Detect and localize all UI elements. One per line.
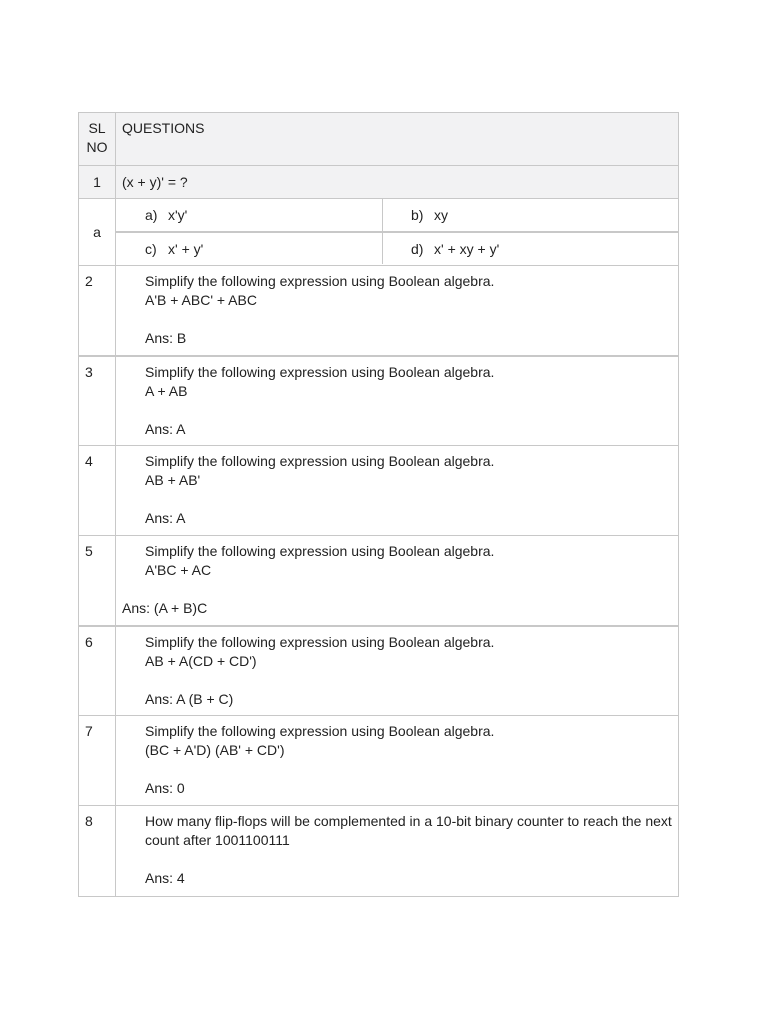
question-body <box>116 627 500 715</box>
question-text: Simplify the following expression using Boolean algebra. <box>145 723 495 739</box>
question-row-6 <box>79 625 678 715</box>
answer-text: Ans: (A + B)C <box>122 600 208 616</box>
question-row-4 <box>79 445 678 535</box>
question-body <box>116 446 500 535</box>
question-row-1 <box>79 165 678 198</box>
question-number: 4 <box>79 446 116 535</box>
option-label: b) <box>411 207 424 223</box>
question-body <box>116 357 500 445</box>
question-number: 6 <box>79 627 116 715</box>
question-text: Simplify the following expression using Boolean algebra. <box>145 453 495 469</box>
question-row-5 <box>79 535 678 625</box>
question-row-3 <box>79 355 678 445</box>
option-b <box>382 199 678 231</box>
question-text: (x + y)' = ? <box>122 174 188 190</box>
expression: AB + AB' <box>145 472 201 488</box>
expression: A + AB <box>145 383 188 399</box>
answer-text: Ans: 4 <box>145 870 185 886</box>
option-label: d) <box>411 241 424 257</box>
question-number: 2 <box>79 266 116 355</box>
question-number: 7 <box>79 716 116 805</box>
expression: AB + A(CD + CD') <box>145 653 257 669</box>
question-text: Simplify the following expression using Boolean algebra. <box>145 273 495 289</box>
question-body <box>116 266 500 355</box>
answer-text: Ans: A (B + C) <box>145 691 234 707</box>
answer-text: Ans: 0 <box>145 780 185 796</box>
question-number: 5 <box>79 536 116 625</box>
option-a <box>116 199 382 231</box>
option-label: a) <box>145 207 158 223</box>
question-body <box>116 716 500 805</box>
question-text: Simplify the following expression using Boolean algebra. <box>145 543 495 559</box>
question-text: How many flip-flops will be complemented in a 10-bit binary counter to reach the next count after 1001100111 <box>145 813 672 848</box>
answer-label: a <box>79 199 116 265</box>
question-body <box>116 536 500 625</box>
option-text: x' + y' <box>168 241 204 257</box>
option-text: xy <box>434 207 448 223</box>
answer-text: Ans: A <box>145 510 186 526</box>
questions-header: QUESTIONS <box>122 120 205 136</box>
options-grid <box>116 199 678 265</box>
question-number: 1 <box>79 166 116 198</box>
question-text: Simplify the following expression using Boolean algebra. <box>145 364 495 380</box>
question-number: 3 <box>79 357 116 445</box>
question-body <box>116 806 678 896</box>
expression: (BC + A'D) (AB' + CD') <box>145 742 285 758</box>
answer-text: Ans: B <box>145 330 187 346</box>
question-text: Simplify the following expression using Boolean algebra. <box>145 634 495 650</box>
questions-table <box>78 112 679 897</box>
question-number: 8 <box>79 806 116 896</box>
option-text: x'y' <box>168 207 188 223</box>
expression: A'B + ABC' + ABC <box>145 292 257 308</box>
question-row-8 <box>79 805 678 896</box>
option-label: c) <box>145 241 157 257</box>
option-text: x' + xy + y' <box>434 241 500 257</box>
sl-no-header: SL NO <box>79 113 116 165</box>
table-header-row <box>79 113 678 165</box>
question-row-2 <box>79 265 678 355</box>
options-row <box>79 198 678 265</box>
question-row-7 <box>79 715 678 805</box>
answer-text: Ans: A <box>145 421 186 437</box>
option-d <box>382 231 678 264</box>
option-c <box>116 231 382 264</box>
expression: A'BC + AC <box>145 562 212 578</box>
